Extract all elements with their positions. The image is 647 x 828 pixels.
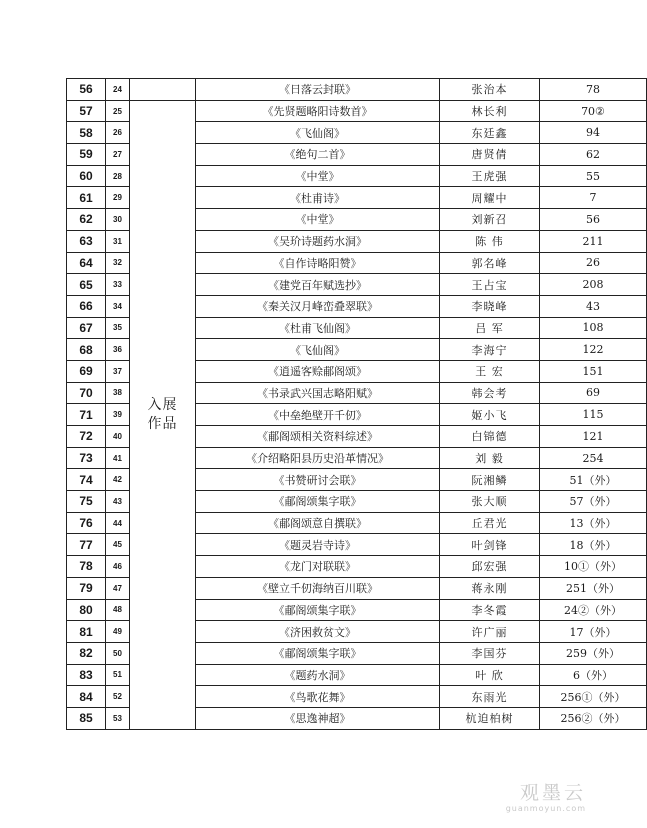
row-number-cell: 78 [67, 556, 106, 578]
entry-number-cell: 24②（外） [540, 599, 647, 621]
author-name-cell: 王 宏 [440, 360, 540, 382]
author-name-cell: 刘新召 [440, 209, 540, 231]
entry-number-cell: 259（外） [540, 642, 647, 664]
row-number-cell: 59 [67, 144, 106, 166]
work-title-cell: 《思逸神超》 [196, 707, 440, 729]
category-index-cell: 25 [106, 100, 130, 122]
row-number-cell: 80 [67, 599, 106, 621]
category-index-cell: 48 [106, 599, 130, 621]
row-number-cell: 68 [67, 339, 106, 361]
category-index-cell: 49 [106, 621, 130, 643]
entry-number-cell: 18（外） [540, 534, 647, 556]
row-number-cell: 69 [67, 360, 106, 382]
work-title-cell: 《鸟歌花舞》 [196, 686, 440, 708]
work-title-cell: 《书录武兴国志略阳赋》 [196, 382, 440, 404]
author-name-cell: 李国芬 [440, 642, 540, 664]
author-name-cell: 蒋永刚 [440, 577, 540, 599]
category-index-cell: 32 [106, 252, 130, 274]
category-index-cell: 34 [106, 295, 130, 317]
work-title-cell: 《绝句二首》 [196, 144, 440, 166]
category-index-cell: 52 [106, 686, 130, 708]
row-number-cell: 56 [67, 79, 106, 101]
work-title-cell: 《龙门对联联》 [196, 556, 440, 578]
author-name-cell: 东廷鑫 [440, 122, 540, 144]
work-title-cell: 《题灵岩寺诗》 [196, 534, 440, 556]
category-index-cell: 33 [106, 274, 130, 296]
watermark-url-text: guanmoyun.com [505, 804, 586, 813]
work-title-cell: 《壁立千仞海纳百川联》 [196, 577, 440, 599]
category-index-cell: 30 [106, 209, 130, 231]
row-number-cell: 73 [67, 447, 106, 469]
work-title-cell: 《飞仙阁》 [196, 122, 440, 144]
entry-number-cell: 7 [540, 187, 647, 209]
author-name-cell: 张治本 [440, 79, 540, 101]
author-name-cell: 王虎强 [440, 165, 540, 187]
row-number-cell: 76 [67, 512, 106, 534]
row-number-cell: 58 [67, 122, 106, 144]
entry-number-cell: 57（外） [540, 491, 647, 513]
row-number-cell: 60 [67, 165, 106, 187]
author-name-cell: 白锦德 [440, 426, 540, 448]
category-label-cell [130, 100, 196, 729]
category-index-cell: 36 [106, 339, 130, 361]
row-number-cell: 62 [67, 209, 106, 231]
author-name-cell: 郭名峰 [440, 252, 540, 274]
work-title-cell: 《郙阁颂相关资料综述》 [196, 426, 440, 448]
row-number-cell: 74 [67, 469, 106, 491]
category-index-cell: 39 [106, 404, 130, 426]
row-number-cell: 65 [67, 274, 106, 296]
entry-number-cell: 121 [540, 426, 647, 448]
category-index-cell: 37 [106, 360, 130, 382]
entry-number-cell: 78 [540, 79, 647, 101]
category-index-cell: 46 [106, 556, 130, 578]
entry-number-cell: 122 [540, 339, 647, 361]
row-number-cell: 70 [67, 382, 106, 404]
author-name-cell: 许广丽 [440, 621, 540, 643]
category-index-cell: 44 [106, 512, 130, 534]
work-title-cell: 《杜甫诗》 [196, 187, 440, 209]
entry-number-cell: 108 [540, 317, 647, 339]
entry-number-cell: 17（外） [540, 621, 647, 643]
entry-number-cell: 26 [540, 252, 647, 274]
work-title-cell: 《秦关汉月峰峦叠翠联》 [196, 295, 440, 317]
work-title-cell: 《先贤题略阳诗数首》 [196, 100, 440, 122]
author-name-cell: 张大顺 [440, 491, 540, 513]
author-name-cell: 刘 毅 [440, 447, 540, 469]
row-number-cell: 85 [67, 707, 106, 729]
entry-number-cell: 70② [540, 100, 647, 122]
category-index-cell: 35 [106, 317, 130, 339]
entry-number-cell: 62 [540, 144, 647, 166]
row-number-cell: 72 [67, 426, 106, 448]
work-title-cell: 《中堂》 [196, 165, 440, 187]
work-title-cell: 《郙阁颂意自撰联》 [196, 512, 440, 534]
category-index-cell: 51 [106, 664, 130, 686]
catalog-table-body [67, 79, 647, 730]
entry-number-cell: 151 [540, 360, 647, 382]
author-name-cell: 唐贤倩 [440, 144, 540, 166]
entry-number-cell: 6（外） [540, 664, 647, 686]
author-name-cell: 姬小飞 [440, 404, 540, 426]
category-index-cell: 53 [106, 707, 130, 729]
category-index-cell: 45 [106, 534, 130, 556]
row-number-cell: 77 [67, 534, 106, 556]
entry-number-cell: 211 [540, 230, 647, 252]
work-title-cell: 《书赞研讨会联》 [196, 469, 440, 491]
category-index-cell: 29 [106, 187, 130, 209]
entry-number-cell: 256①（外） [540, 686, 647, 708]
category-index-cell: 27 [106, 144, 130, 166]
entry-number-cell: 43 [540, 295, 647, 317]
row-number-cell: 81 [67, 621, 106, 643]
table-row [67, 100, 647, 122]
category-label: 入展作品 [147, 396, 178, 432]
work-title-cell: 《郙阁颂集字联》 [196, 642, 440, 664]
author-name-cell: 陈 伟 [440, 230, 540, 252]
work-title-cell: 《郙阁颂集字联》 [196, 491, 440, 513]
category-index-cell: 26 [106, 122, 130, 144]
row-number-cell: 75 [67, 491, 106, 513]
entry-number-cell: 56 [540, 209, 647, 231]
author-name-cell: 周耀中 [440, 187, 540, 209]
author-name-cell: 叶剑锋 [440, 534, 540, 556]
work-title-cell: 《郙阁颂集字联》 [196, 599, 440, 621]
entry-number-cell: 10①（外） [540, 556, 647, 578]
row-number-cell: 71 [67, 404, 106, 426]
entry-number-cell: 94 [540, 122, 647, 144]
work-title-cell: 《吴玠诗题药水洞》 [196, 230, 440, 252]
work-title-cell: 《自作诗略阳赞》 [196, 252, 440, 274]
work-title-cell: 《中垒绝壁开千仞》 [196, 404, 440, 426]
author-name-cell: 邱宏强 [440, 556, 540, 578]
author-name-cell: 李晓峰 [440, 295, 540, 317]
category-index-cell: 47 [106, 577, 130, 599]
entry-number-cell: 254 [540, 447, 647, 469]
category-cell-empty [130, 79, 196, 101]
row-number-cell: 84 [67, 686, 106, 708]
category-index-cell: 24 [106, 79, 130, 101]
category-index-cell: 31 [106, 230, 130, 252]
work-title-cell: 《逍遥客赊郙阁颂》 [196, 360, 440, 382]
author-name-cell: 李海宁 [440, 339, 540, 361]
author-name-cell: 林长利 [440, 100, 540, 122]
work-title-cell: 《介绍略阳县历史沿革情况》 [196, 447, 440, 469]
category-index-cell: 38 [106, 382, 130, 404]
work-title-cell: 《飞仙阁》 [196, 339, 440, 361]
author-name-cell: 丘君光 [440, 512, 540, 534]
work-title-cell: 《济困救贫文》 [196, 621, 440, 643]
author-name-cell: 李冬霞 [440, 599, 540, 621]
category-index-cell: 41 [106, 447, 130, 469]
entry-number-cell: 208 [540, 274, 647, 296]
work-title-cell: 《题药水洞》 [196, 664, 440, 686]
row-number-cell: 83 [67, 664, 106, 686]
work-title-cell: 《日落云封联》 [196, 79, 440, 101]
category-index-cell: 43 [106, 491, 130, 513]
author-name-cell: 吕 军 [440, 317, 540, 339]
work-title-cell: 《中堂》 [196, 209, 440, 231]
category-index-cell: 40 [106, 426, 130, 448]
row-number-cell: 66 [67, 295, 106, 317]
author-name-cell: 杭迫柏树 [440, 707, 540, 729]
row-number-cell: 57 [67, 100, 106, 122]
category-index-cell: 28 [106, 165, 130, 187]
entry-number-cell: 115 [540, 404, 647, 426]
author-name-cell: 阮湘鳞 [440, 469, 540, 491]
row-number-cell: 63 [67, 230, 106, 252]
author-name-cell: 王占宝 [440, 274, 540, 296]
work-title-cell: 《杜甫飞仙阁》 [196, 317, 440, 339]
author-name-cell: 东雨光 [440, 686, 540, 708]
author-name-cell: 叶 欣 [440, 664, 540, 686]
work-title-cell: 《建党百年赋选抄》 [196, 274, 440, 296]
watermark-logo-text: 观墨云 [519, 782, 586, 804]
row-number-cell: 82 [67, 642, 106, 664]
row-number-cell: 64 [67, 252, 106, 274]
row-number-cell: 61 [67, 187, 106, 209]
entry-number-cell: 51（外） [540, 469, 647, 491]
entry-number-cell: 13（外） [540, 512, 647, 534]
entry-number-cell: 251（外） [540, 577, 647, 599]
site-watermark [496, 782, 586, 818]
entry-number-cell: 69 [540, 382, 647, 404]
table-row [67, 79, 647, 101]
row-number-cell: 67 [67, 317, 106, 339]
category-index-cell: 50 [106, 642, 130, 664]
row-number-cell: 79 [67, 577, 106, 599]
category-index-cell: 42 [106, 469, 130, 491]
exhibition-catalog-table [66, 78, 647, 730]
entry-number-cell: 55 [540, 165, 647, 187]
author-name-cell: 韩会考 [440, 382, 540, 404]
entry-number-cell: 256②（外） [540, 707, 647, 729]
